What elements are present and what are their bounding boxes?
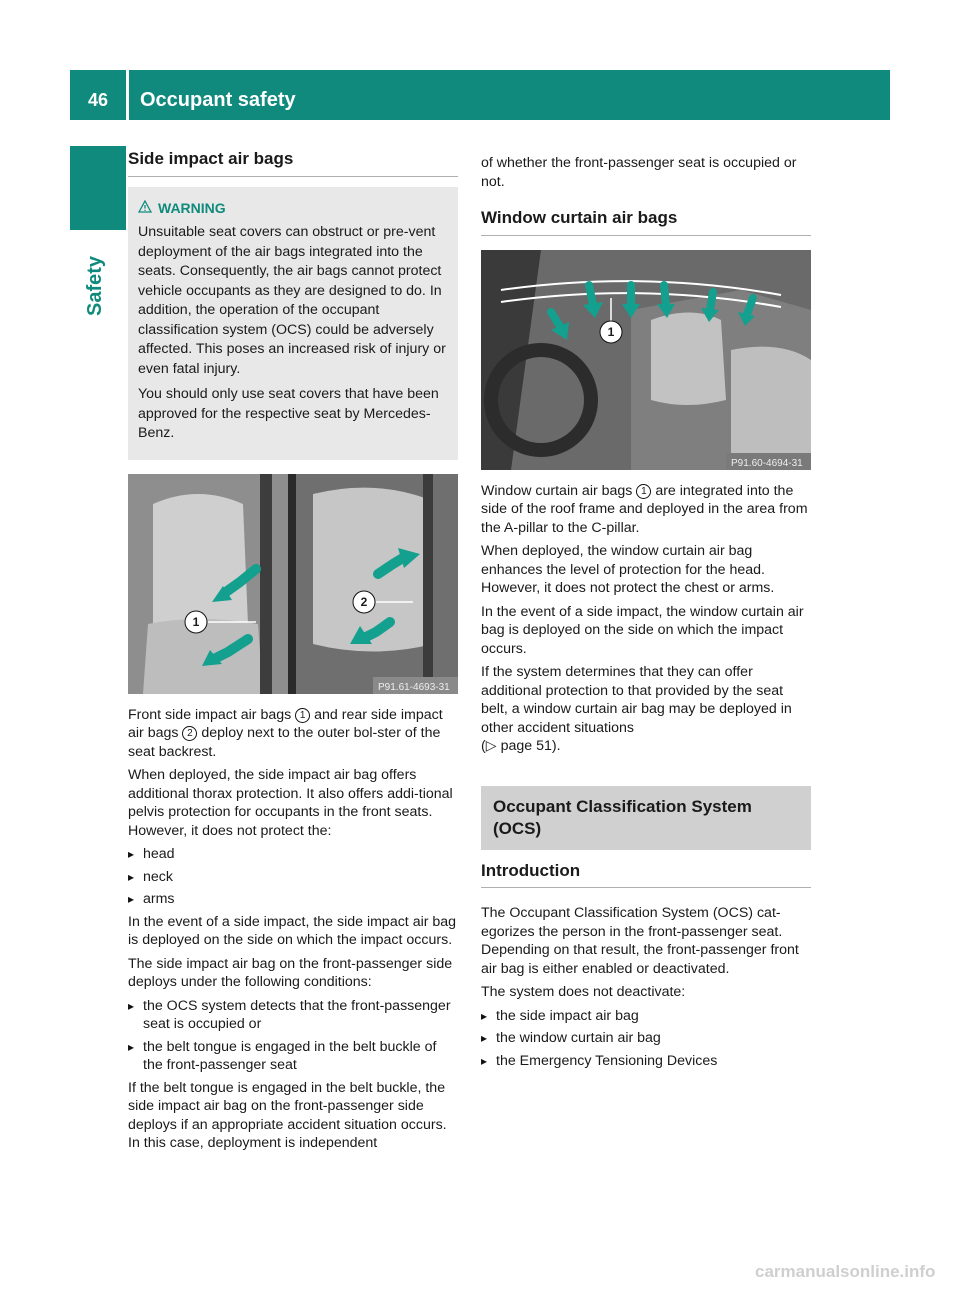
- callout-number-1: 1: [295, 708, 310, 723]
- ocs-title-box: Occupant Classification System (OCS): [481, 786, 811, 850]
- paragraph: The system does not deactivate:: [481, 984, 686, 1000]
- warning-text-2: You should only use seat covers that have been approved for the respective seat by Mercedes-Benz.: [138, 386, 439, 441]
- list-item: ▸ the belt tongue is engaged in the belt buckle of the front-passenger seat: [128, 1038, 458, 1075]
- side-tab-label: Safety: [84, 255, 106, 316]
- page-reference-link[interactable]: page 51).: [500, 738, 561, 754]
- paragraph: Window curtain air bags 1 are integrated into the side of the roof frame and deployed in the area from the A-pillar to the C-pillar.: [481, 482, 808, 536]
- callout-number-2: 2: [182, 726, 197, 741]
- paragraph: The side impact air bag on the front-passenger side deploys under the following conditions:: [128, 955, 453, 990]
- side-airbag-figure: [128, 474, 458, 694]
- callout-number-1: 1: [636, 484, 651, 499]
- list-item: ▸ the OCS system detects that the front-passenger seat is occupied or: [128, 997, 458, 1034]
- figure-code: P91.60-4694-31: [731, 457, 803, 469]
- left-column: [128, 150, 458, 1158]
- bullet-list: [128, 997, 458, 1075]
- window-curtain-heading: Window curtain air bags: [481, 209, 811, 236]
- seat-illustration: [128, 474, 458, 694]
- paragraph: In the event of a side impact, the side impact air bag is deployed on the side on which the impact occurs.: [128, 913, 457, 948]
- curtain-airbag-figure: [481, 250, 811, 470]
- side-tab-block: [70, 146, 126, 230]
- bullet-list: [481, 1007, 811, 1071]
- introduction-heading: Introduction: [481, 862, 811, 889]
- paragraph: The Occupant Classification System (OCS) cat-egorizes the person in the front-passenger seat. Depending on that result, the front-passenger front air bag is either enabled or deactivated.: [481, 905, 799, 977]
- list-item: ▸ neck: [128, 868, 458, 887]
- list-item: ▸ the window curtain air bag: [481, 1029, 811, 1048]
- warning-title: WARNING: [158, 199, 226, 216]
- paragraph: of whether the front-passenger seat is occupied or not.: [481, 155, 797, 190]
- fig-marker-1: 1: [192, 614, 200, 629]
- page-number: 46: [87, 90, 109, 110]
- warning-text: Unsuitable seat covers can obstruct or pre-vent deployment of the air bags integrated into the seats. Consequently, the air bags cannot protect vehicle occupants as they are designed to do. In addition, the operation of the occupant classification system (OCS) could be adversely affected. This poses an increased risk of injury or even fatal injury.: [138, 224, 446, 377]
- warning-box: [128, 187, 458, 460]
- list-item: ▸ the side impact air bag: [481, 1007, 811, 1026]
- right-column: [481, 154, 811, 1074]
- bullet-list: [128, 845, 458, 909]
- warning-triangle-icon: [138, 199, 152, 218]
- list-item: ▸ arms: [128, 890, 458, 909]
- header-bar: [70, 70, 890, 120]
- paragraph: If the system determines that they can offer additional protection to that provided by the seat belt, a window curtain air bag may be deployed in other accident situations (▷ page 51).: [481, 664, 792, 754]
- paragraph: When deployed, the window curtain air bag enhances the level of protection for the head. However, it does not protect the chest or arms.: [481, 543, 775, 596]
- page-reference-arrow: (▷: [481, 738, 497, 754]
- paragraph: Front side impact air bags 1 and rear side impact air bags 2 deploy next to the outer bol-ster of the seat backrest.: [128, 706, 443, 760]
- side-impact-heading: Side impact air bags: [128, 150, 458, 177]
- figure-code: P91.61-4693-31: [378, 681, 450, 693]
- header-divider: [126, 70, 129, 120]
- fig-marker-1: 1: [607, 324, 615, 339]
- section-title: Occupant safety: [140, 89, 296, 111]
- watermark: carmanualsonline.info: [755, 1262, 936, 1281]
- cabin-illustration: [481, 250, 811, 470]
- paragraph: If the belt tongue is engaged in the belt buckle, the side impact air bag on the front-passenger side deploys if an appropriate accident situation occurs. In this case, deployment is independent: [128, 1079, 447, 1151]
- fig-marker-2: 2: [360, 594, 368, 609]
- list-item: ▸ head: [128, 845, 458, 864]
- paragraph: When deployed, the side impact air bag offers additional thorax protection. It also offers addi-tional pelvis protection for occupants in the front seats. However, it does not protect the:: [128, 767, 453, 839]
- list-item: ▸ the Emergency Tensioning Devices: [481, 1052, 811, 1071]
- paragraph: In the event of a side impact, the window curtain air bag is deployed on the side on which the impact occurs.: [481, 603, 804, 657]
